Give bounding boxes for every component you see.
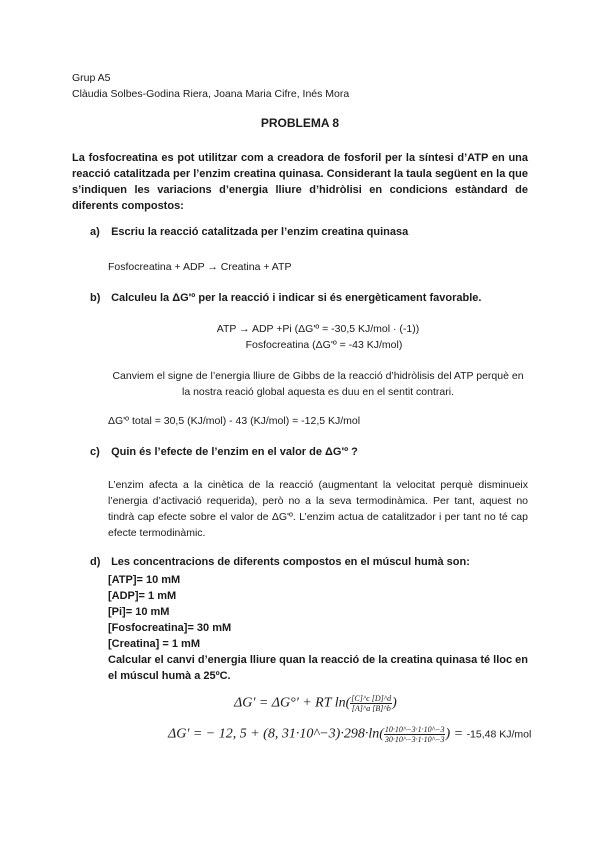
calc-result: -15,48 KJ/mol xyxy=(466,728,532,741)
formula-denominator: [A]^a [B]^b xyxy=(351,704,391,713)
gibbs-formula xyxy=(234,694,397,713)
question-d-label: d) xyxy=(90,556,101,568)
concentration-pi: [Pi]= 10 mM xyxy=(108,606,170,618)
intro-paragraph: La fosfocreatina es pot utilitzar com a creadora de fosforil per la síntesi d’ATP en una reacció catalitzada per l’enzim creatina quinasa. Considerant la taula següent en la que s’indiquen les variacions d’energia lliure d’hidròlisi en condicions estàndard de diferents compostos: xyxy=(72,152,528,212)
question-a-label: a) xyxy=(90,226,100,238)
question-c-label: c) xyxy=(90,446,100,458)
concentration-atp: [ATP]= 10 mM xyxy=(108,574,181,586)
gibbs-calculation xyxy=(168,725,531,744)
formula-fraction xyxy=(350,694,392,713)
question-c-text: Quin és l’efecte de l’enzim en el valor de ΔG'º ? xyxy=(111,446,358,458)
question-a-text: Escriu la reacció catalitzada per l’enzim creatina quinasa xyxy=(111,226,409,238)
calc-fraction xyxy=(384,725,446,744)
answer-c: L’enzim afecta a la cinètica de la reacció (augmentant la velocitat perquè disminueix l’energia d’activació requerida), però no a la seva termodinàmica. Per tant, aquest no tindrà cap efecte sobre el valor de ΔG'º. L’enzim actua de catalitzador i per tant no té cap efecte termodinàmic. xyxy=(108,479,528,539)
group-name: Grup A5 xyxy=(72,72,111,84)
concentration-adp: [ADP]= 1 mM xyxy=(108,590,177,602)
formula-lhs: ΔG' = ΔG°' + RT ln( xyxy=(234,695,351,711)
question-d-text: Les concentracions de diferents compostos en el múscul humà son: xyxy=(111,556,470,568)
explanation-b: Canviem el signe de l’energia lliure de Gibbs de la reacció d’hidròlisis del ATP perquè en la nostra reació global aquesta es duu en el sentit contrari. xyxy=(112,370,524,398)
concentration-creatina: [Creatina] = 1 mM xyxy=(108,638,200,650)
authors: Clàudia Solbes-Godina Riera, Joana Maria Cifre, Inés Mora xyxy=(72,88,350,100)
calc-lhs: ΔG' = − 12, 5 + (8, 31·10^−3)·298·ln( xyxy=(168,726,384,742)
equation-b-2: Fosfocreatina (ΔG'º = -43 KJ/mol) xyxy=(245,339,403,351)
calc-denominator: 30·10^−3·1·10^−3 xyxy=(384,735,445,744)
question-a xyxy=(90,226,408,238)
question-b-text: Calculeu la ΔG'º per la reacció i indicar si és energèticament favorable. xyxy=(111,292,482,304)
page-title: PROBLEMA 8 xyxy=(260,116,340,130)
question-d-calc: Calcular el canvi d’energia lliure quan la reacció de la creatina quinasa té lloc en el múscul humà a 25ºC. xyxy=(108,654,528,682)
question-c xyxy=(90,446,358,458)
concentration-list xyxy=(108,572,231,652)
question-b-label: b) xyxy=(90,292,101,304)
formula-rhs: ) xyxy=(392,695,397,711)
question-b xyxy=(90,292,481,304)
formula-numerator: [C]^c [D]^d xyxy=(351,694,392,703)
equation-b-1: ATP → ADP +Pi (ΔG'º = -30,5 KJ/mol · (-1)) xyxy=(216,323,420,335)
concentration-fosfocreatina: [Fosfocreatina]= 30 mM xyxy=(108,622,232,634)
total-b: ΔG'º total = 30,5 (KJ/mol) - 43 (KJ/mol) = -12,5 KJ/mol xyxy=(108,415,361,427)
question-d xyxy=(90,556,470,568)
calc-numerator: 10·10^−3·1·10^−3 xyxy=(384,725,445,734)
calc-rhs: ) = xyxy=(445,726,464,742)
answer-a: Fosfocreatina + ADP → Creatina + ATP xyxy=(108,261,292,273)
